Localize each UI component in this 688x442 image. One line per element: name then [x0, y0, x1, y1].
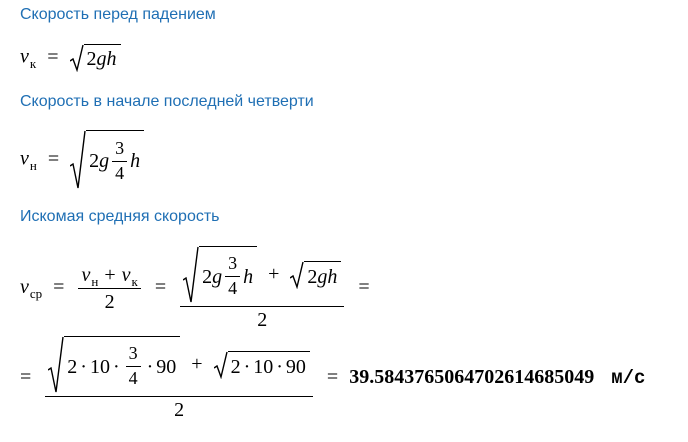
radical-sign-icon	[183, 246, 199, 304]
radical-sign-icon	[214, 351, 228, 379]
radical-sign-icon	[48, 336, 64, 394]
caption-average-speed: Искомая средняя скорость	[20, 208, 220, 225]
equals-sign: =	[53, 276, 65, 299]
symbol-v: v	[20, 147, 29, 170]
fraction-3-4: $\frac{3}{4}$	[225, 254, 240, 299]
radical-sign-icon	[70, 44, 84, 72]
subscript-n: н	[29, 157, 37, 173]
const-2: 2	[89, 150, 100, 172]
symbol-g: g	[96, 48, 107, 70]
equals-sign: =	[326, 366, 339, 389]
sqrt-numeric: 2 · 10 · 90	[214, 351, 310, 379]
equals-sign: =	[47, 45, 59, 68]
sqrt-2g-three-quarters-h: 2 g $\frac{3}{4}$ h	[183, 246, 257, 304]
formula-vsr-line2	[20, 336, 645, 421]
fraction-3-4: $\frac{3}{4}$	[126, 344, 141, 389]
subscript-k: к	[29, 55, 37, 71]
fraction-numeric-over-2: 2 · 10 · $\frac{3}{4}$ · 90 + 2 · 10 · 90 2	[45, 336, 313, 421]
equals-sign: =	[20, 366, 32, 389]
formula-vsr-line1	[20, 246, 376, 331]
result-value: 39.5843765064702614685049	[349, 366, 595, 389]
radical-sign-icon	[70, 130, 86, 190]
formula-vn	[20, 130, 144, 190]
fraction-sum-sqrt-over-2: 2 g $\frac{3}{4}$ h + 2 g h 2	[180, 246, 344, 331]
result-unit: м/с	[611, 367, 646, 390]
sqrt-2gh: 2 g h	[290, 261, 341, 289]
symbol-h: h	[106, 48, 117, 70]
symbol-v: v	[20, 276, 29, 299]
equals-sign: =	[47, 147, 60, 170]
formula-vk	[20, 44, 121, 72]
sqrt-2gh	[70, 44, 121, 72]
subscript-sr: ср	[29, 286, 43, 302]
symbol-v: v	[20, 45, 29, 68]
equals-sign: =	[358, 276, 370, 299]
fraction-3-4: $\frac{3}{4}$	[112, 139, 127, 184]
caption-speed-before-fall: Скорость перед падением	[20, 6, 216, 23]
fraction-vn-plus-vk-over-2: $\frac{v_н + v_к}{2}$	[78, 264, 140, 313]
sqrt-numeric-three-quarters: 2 · 10 · $\frac{3}{4}$ · 90	[48, 336, 180, 394]
const-2: 2	[86, 48, 97, 70]
symbol-g: g	[99, 150, 110, 172]
sqrt-2g-three-quarters-h	[70, 130, 144, 190]
radical-sign-icon	[290, 261, 304, 289]
symbol-h: h	[130, 150, 141, 172]
equals-sign: =	[154, 276, 167, 299]
caption-speed-last-quarter: Скорость в начале последней четверти	[20, 93, 314, 110]
